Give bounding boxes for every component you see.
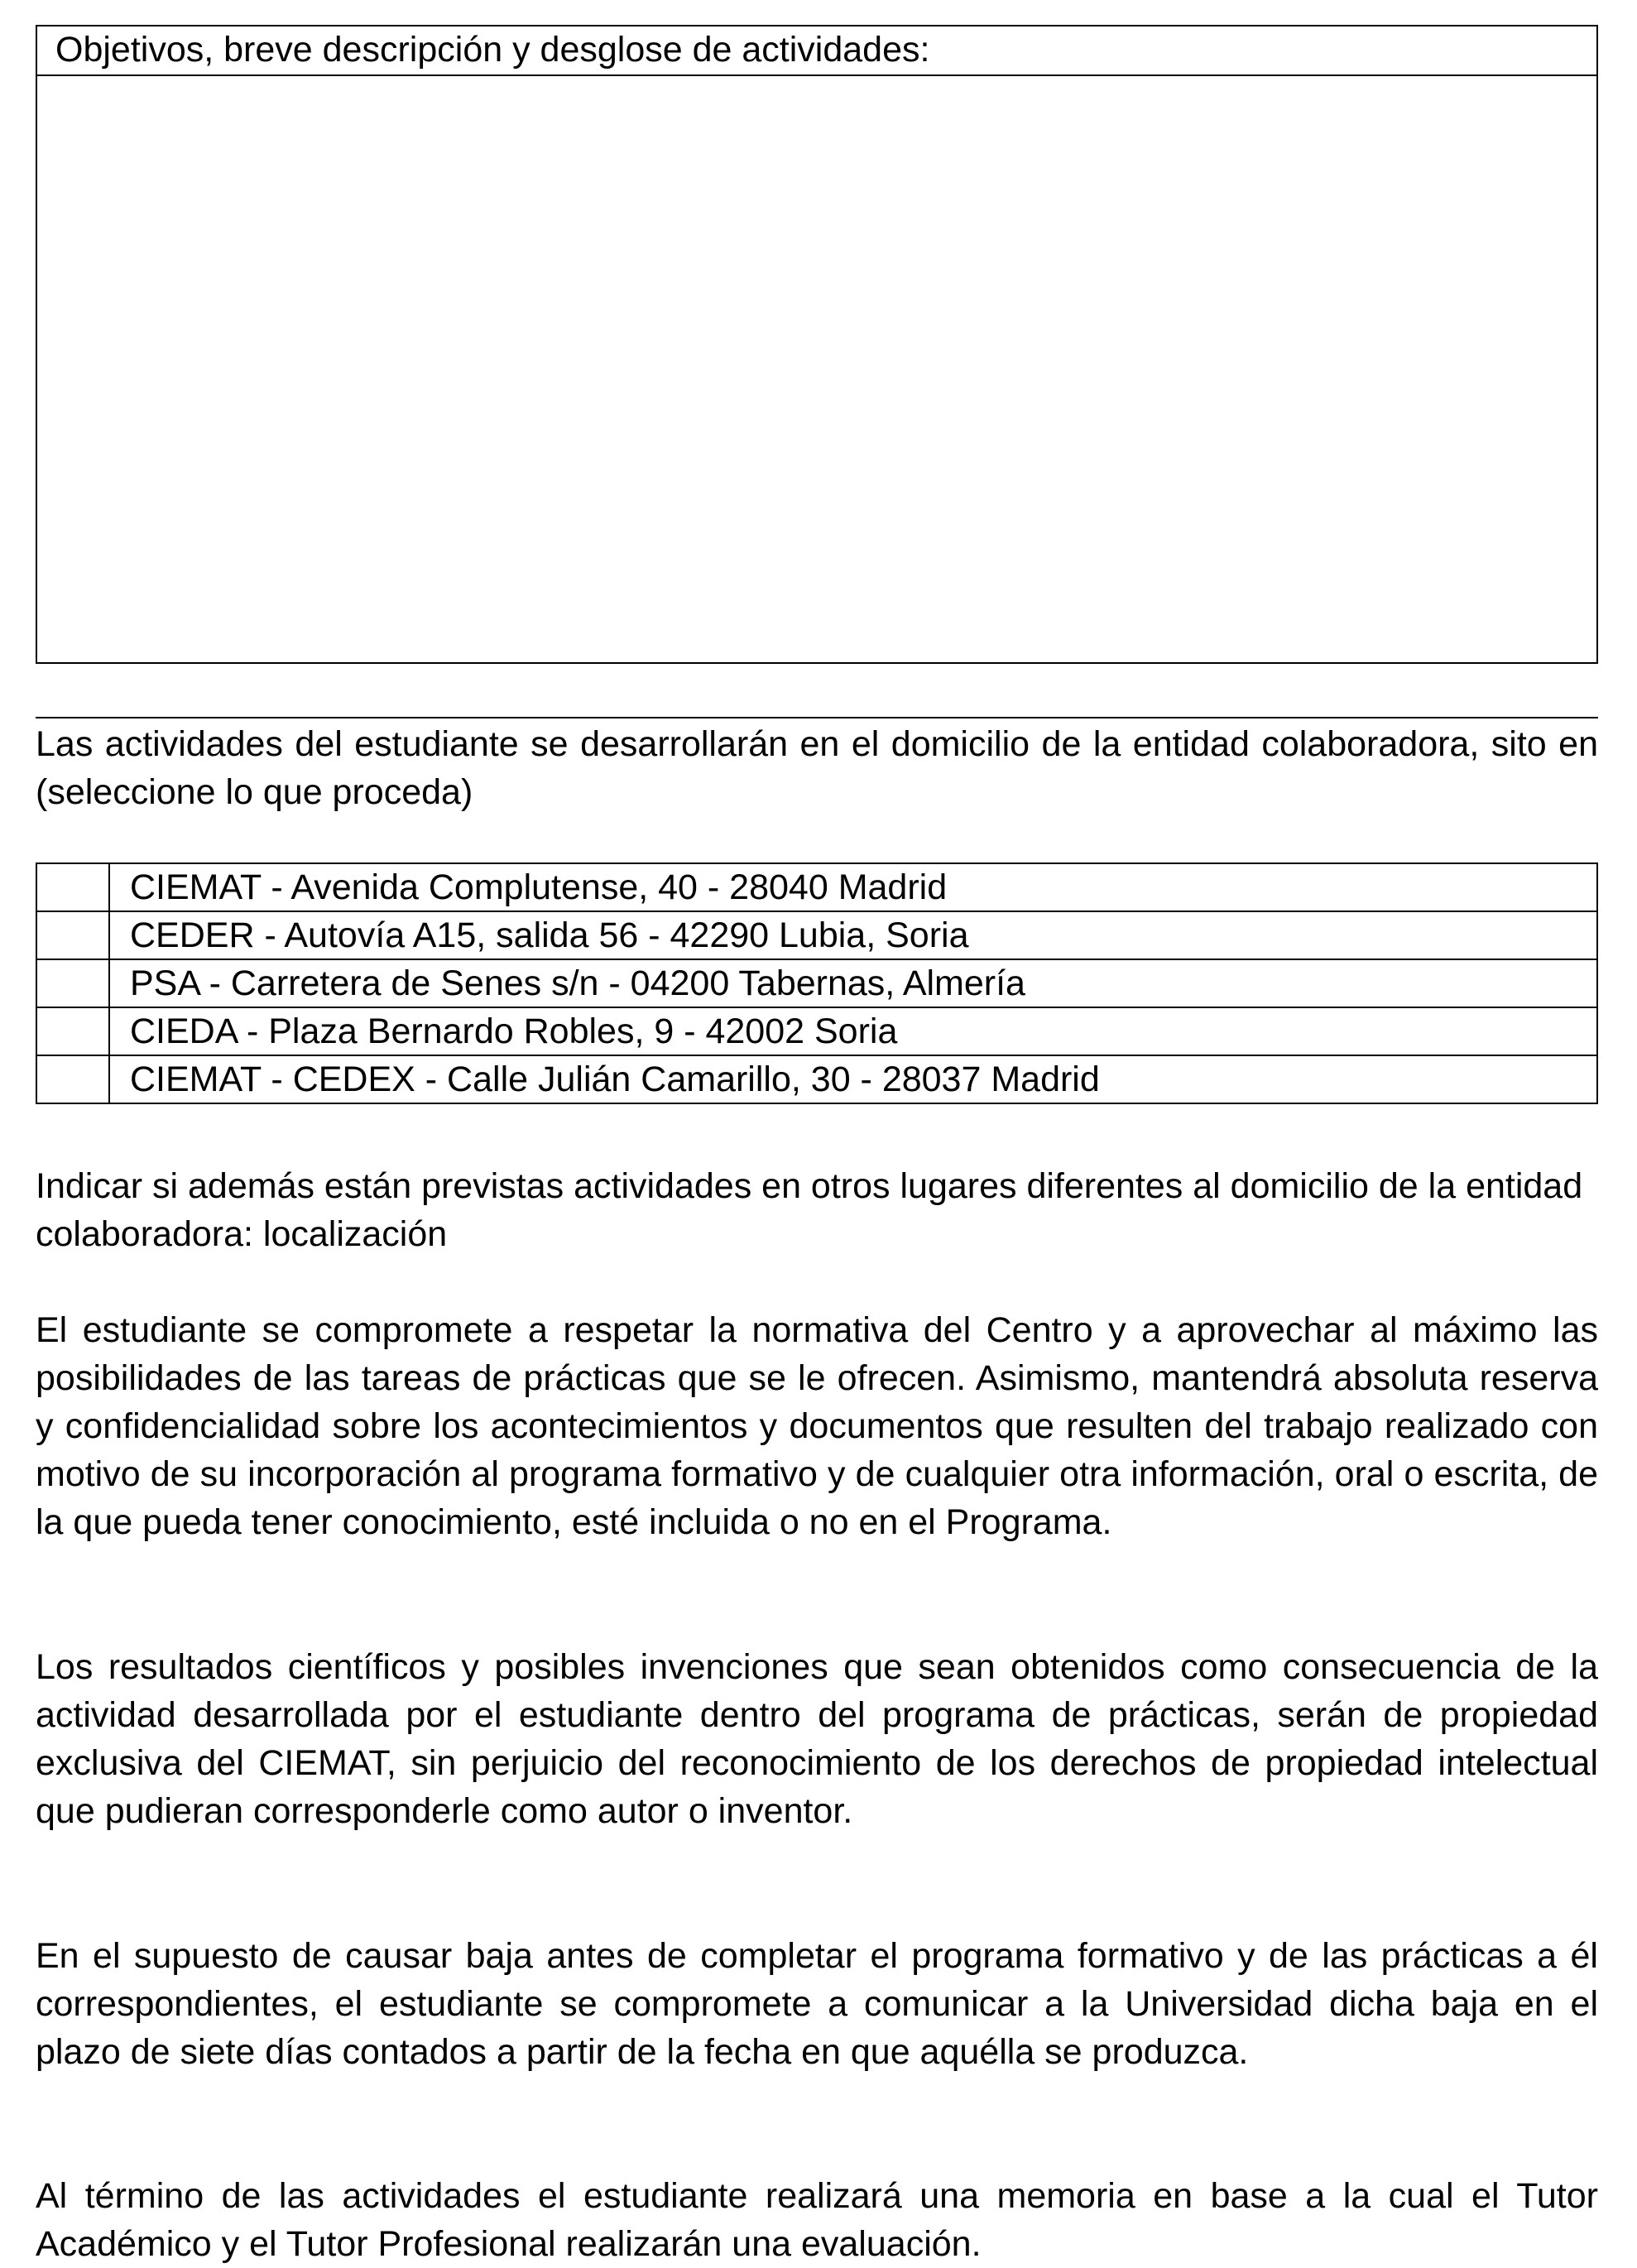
location-select-cell[interactable] (36, 911, 109, 959)
location-options-table (36, 863, 1598, 1104)
location-label: PSA - Carretera de Senes s/n - 04200 Tabernas, Almería (109, 959, 1597, 1007)
location-select-cell[interactable] (36, 863, 109, 911)
location-intro: Las actividades del estudiante se desarrollarán en el domicilio de la entidad colaboradora, sito en (seleccione lo que proceda) (36, 724, 1598, 812)
location-option (36, 959, 1597, 1007)
location-option (36, 911, 1597, 959)
objectives-box (36, 25, 1598, 664)
location-label: CEDER - Autovía A15, salida 56 - 42290 Lubia, Soria (109, 911, 1597, 959)
location-select-cell[interactable] (36, 1055, 109, 1103)
section-separator (36, 717, 1598, 718)
location-select-cell[interactable] (36, 1007, 109, 1055)
location-select-cell[interactable] (36, 959, 109, 1007)
results-paragraph: Los resultados científicos y posibles invenciones que sean obtenidos como consecuencia de la actividad desarrollada por el estudiante dentro del programa de prácticas, serán de propiedad exclusiva del CIEMAT, sin perjuicio del reconocimiento de los derechos de propiedad intelectual que pudieran corresponderle como autor o inventor. (36, 1647, 1598, 1831)
withdrawal-paragraph: En el supuesto de causar baja antes de completar el programa formativo y de las prácticas a él correspondientes, el estudiante se compromete a comunicar a la Universidad dicha baja en el plazo de siete días contados a partir de la fecha en que aquélla se produzca. (36, 1936, 1598, 2072)
location-label: CIEDA - Plaza Bernardo Robles, 9 - 42002 Soria (109, 1007, 1597, 1055)
location-option (36, 1007, 1597, 1055)
location-label: CIEMAT - CEDEX - Calle Julián Camarillo, 30 - 28037 Madrid (109, 1055, 1597, 1103)
commitment-paragraph: El estudiante se compromete a respetar la normativa del Centro y a aprovechar al máximo las posibilidades de las tareas de prácticas que se le ofrecen. Asimismo, mantendrá absoluta reserva y confidencialidad sobre los acontecimientos y documentos que resulten del trabajo realizado con motivo de su incorporación al programa formativo y de cualquier otra información, oral o escrita, de la que pueda tener conocimiento, esté incluida o no en el Programa. (36, 1310, 1598, 1542)
location-label: CIEMAT - Avenida Complutense, 40 - 28040 Madrid (109, 863, 1597, 911)
other-places-paragraph: Indicar si además están previstas actividades en otros lugares diferentes al domicilio de la entidad colaboradora: localización (36, 1166, 1583, 1254)
objectives-header: Objetivos, breve descripción y desglose de actividades: (37, 26, 1596, 76)
location-option (36, 1055, 1597, 1103)
location-option (36, 863, 1597, 911)
evaluation-paragraph: Al término de las actividades el estudiante realizará una memoria en base a la cual el Tutor Académico y el Tutor Profesional realizarán una evaluación. (36, 2176, 1598, 2264)
